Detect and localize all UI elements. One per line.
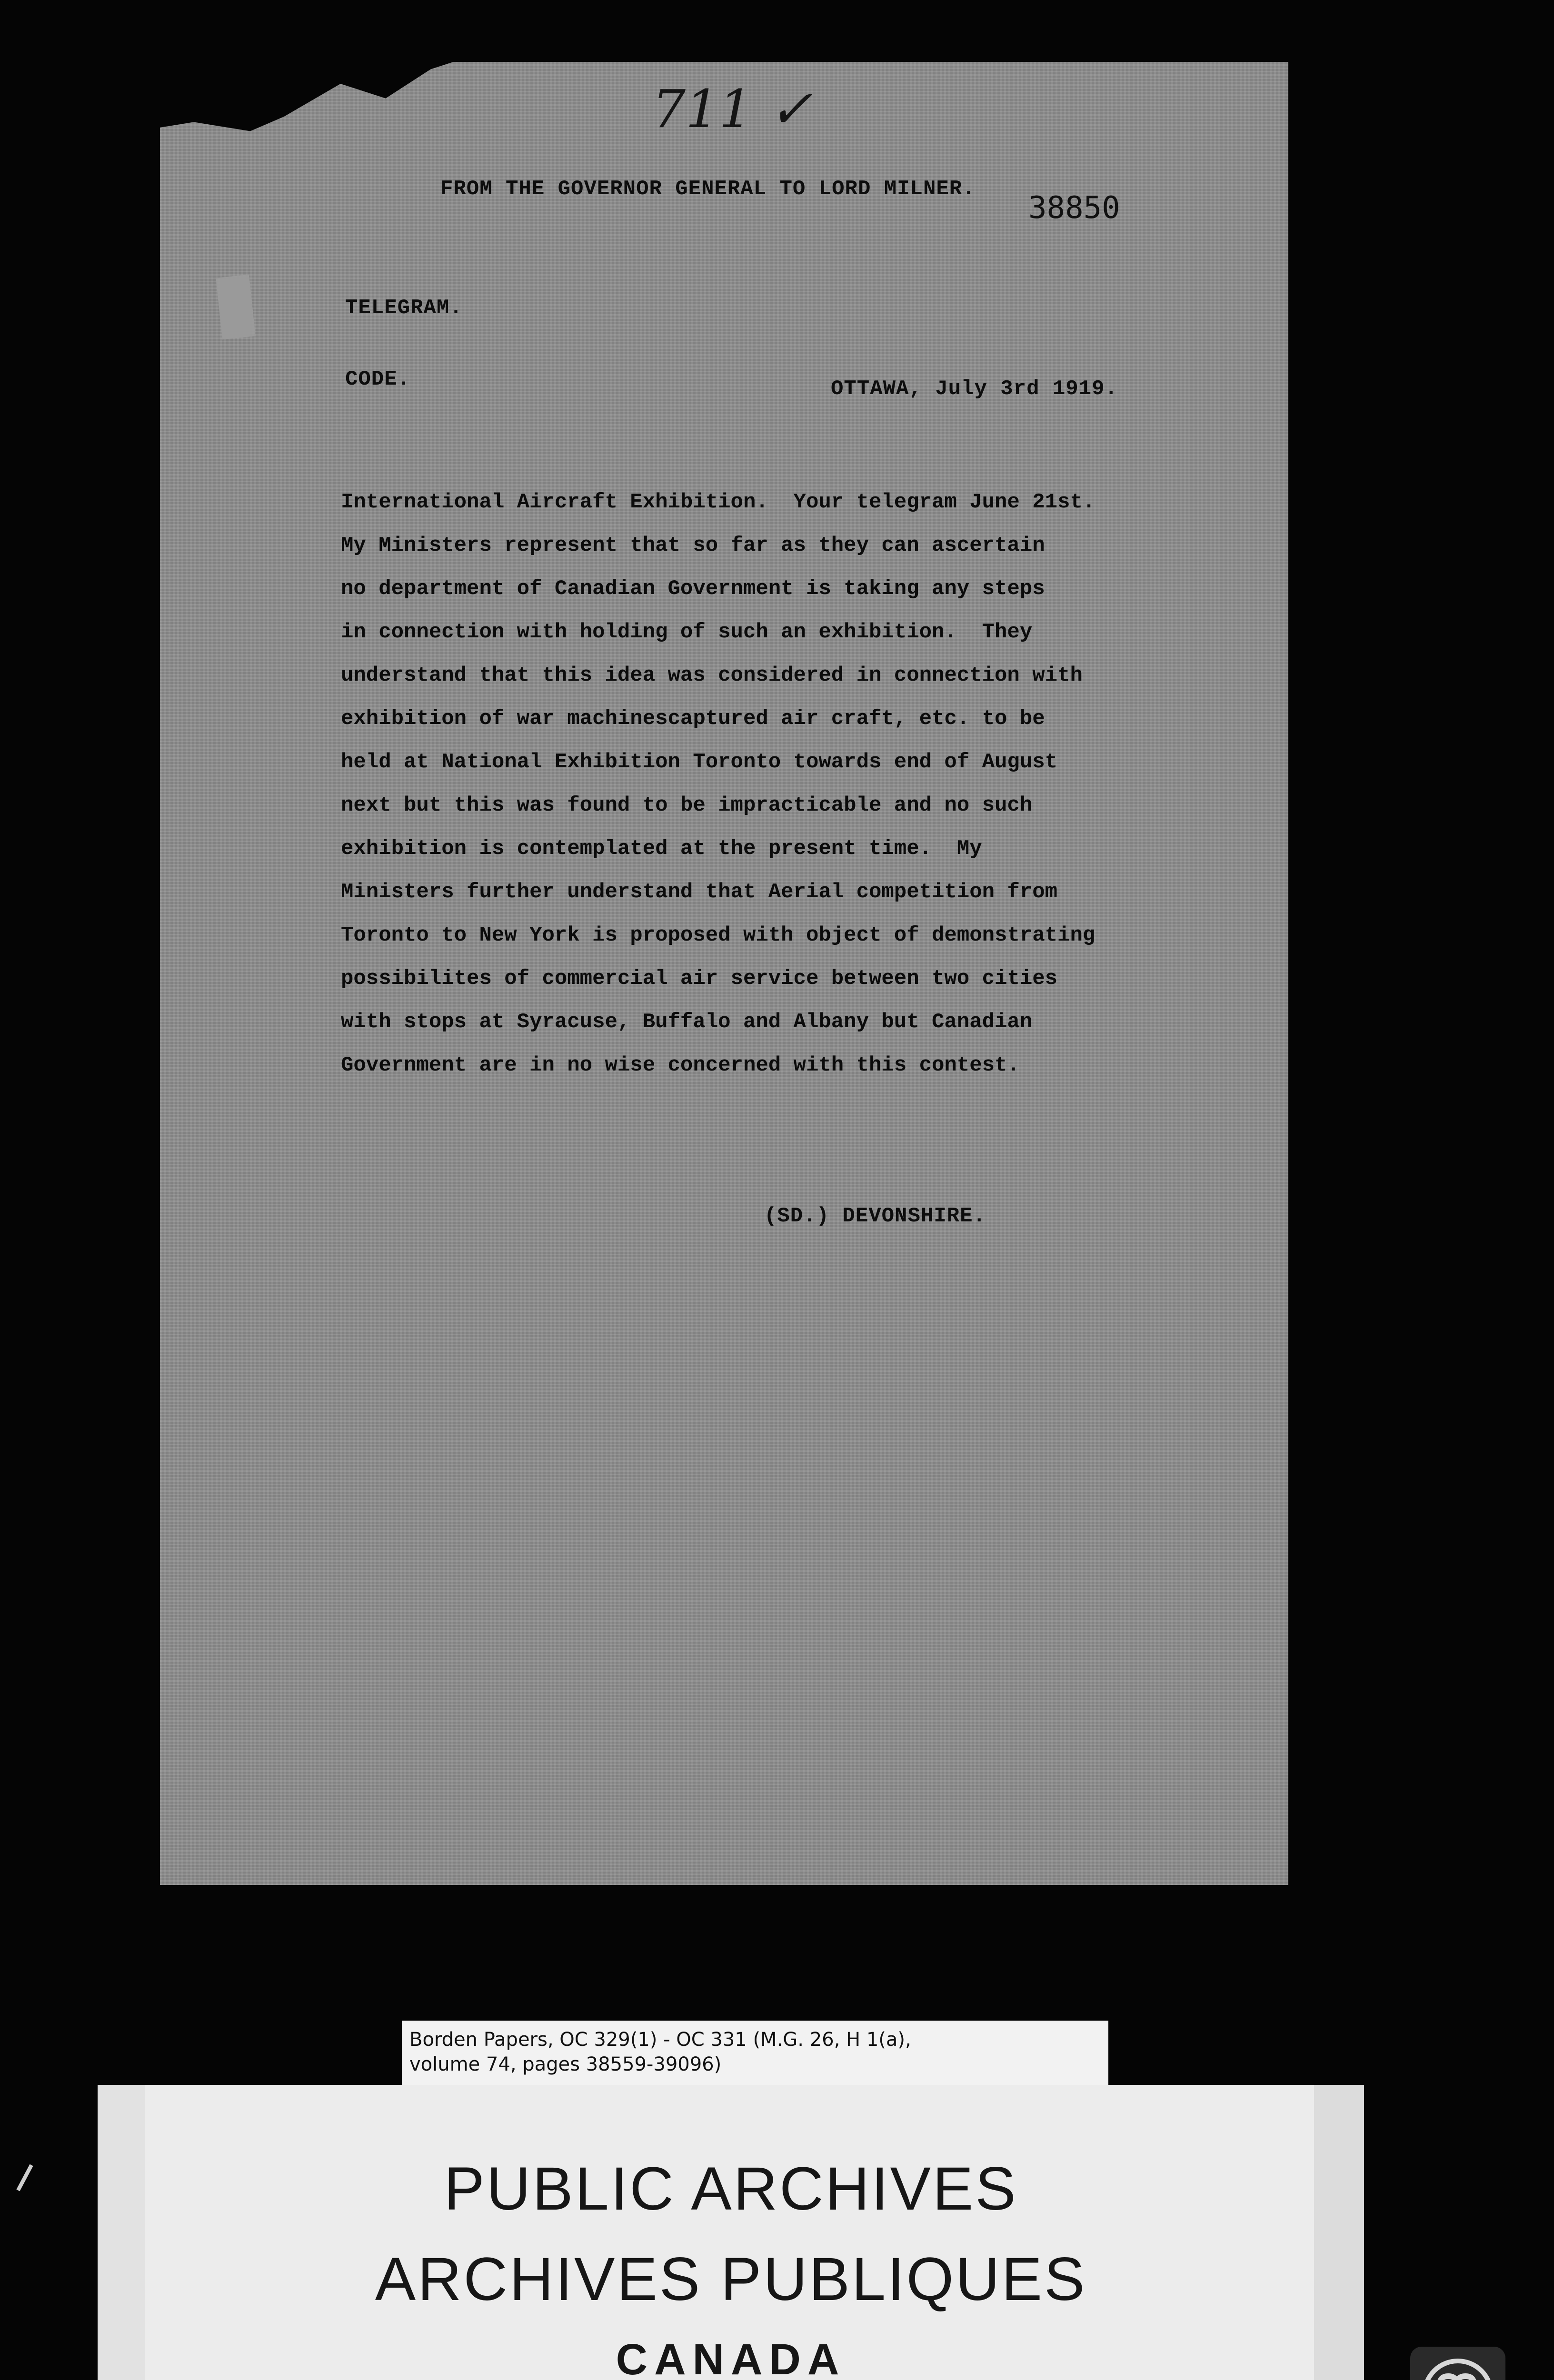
- body-line: no department of Canadian Government is taking any steps: [341, 577, 1045, 601]
- torn-paper-edge: [216, 275, 255, 340]
- place-date: OTTAWA, July 3rd 1919.: [831, 377, 1118, 401]
- body-line: held at National Exhibition Toronto towards end of August: [341, 750, 1058, 774]
- archives-title-fr: ARCHIVES PUBLIQUES: [375, 2245, 1087, 2313]
- body-line: exhibition is contemplated at the present time. My: [341, 837, 982, 861]
- archives-title-en: PUBLIC ARCHIVES: [444, 2155, 1018, 2223]
- body-line: International Aircraft Exhibition. Your telegram June 21st.: [341, 490, 1096, 514]
- signature: (SD.) DEVONSHIRE.: [764, 1204, 986, 1228]
- reference-line: volume 74, pages 38559-39096): [409, 2053, 722, 2075]
- body-line: next but this was found to be impracticable and no such: [341, 793, 1033, 817]
- page-number-stamp: 38850: [1028, 190, 1120, 226]
- code-label: CODE.: [345, 367, 411, 391]
- body-line: exhibition of war machinescaptured air craft, etc. to be: [341, 707, 1045, 731]
- telegram-body: [341, 481, 1245, 1087]
- body-line: in connection with holding of such an exhibition. They: [341, 620, 1033, 644]
- telegram-type-label: TELEGRAM.: [345, 296, 463, 320]
- body-line: Ministers further understand that Aerial competition from: [341, 880, 1058, 904]
- archives-logo-icon: [1410, 2347, 1505, 2380]
- handwritten-mark: 711 ✓: [652, 79, 813, 139]
- reference-label: [402, 2021, 1108, 2085]
- body-line: Toronto to New York is proposed with object of demonstrating: [341, 923, 1096, 947]
- body-line: possibilites of commercial air service between two cities: [341, 967, 1058, 991]
- body-line: My Ministers represent that so far as they can ascertain: [341, 534, 1045, 557]
- body-line: understand that this idea was considered in connection with: [341, 664, 1083, 687]
- archives-country: CANADA: [616, 2335, 846, 2380]
- reference-line: Borden Papers, OC 329(1) - OC 331 (M.G. 26, H 1(a),: [409, 2029, 911, 2051]
- body-line: with stops at Syracuse, Buffalo and Albany but Canadian: [341, 1010, 1033, 1034]
- telegram-header: FROM THE GOVERNOR GENERAL TO LORD MILNER.: [440, 177, 976, 201]
- body-line: Government are in no wise concerned with this contest.: [341, 1053, 1020, 1077]
